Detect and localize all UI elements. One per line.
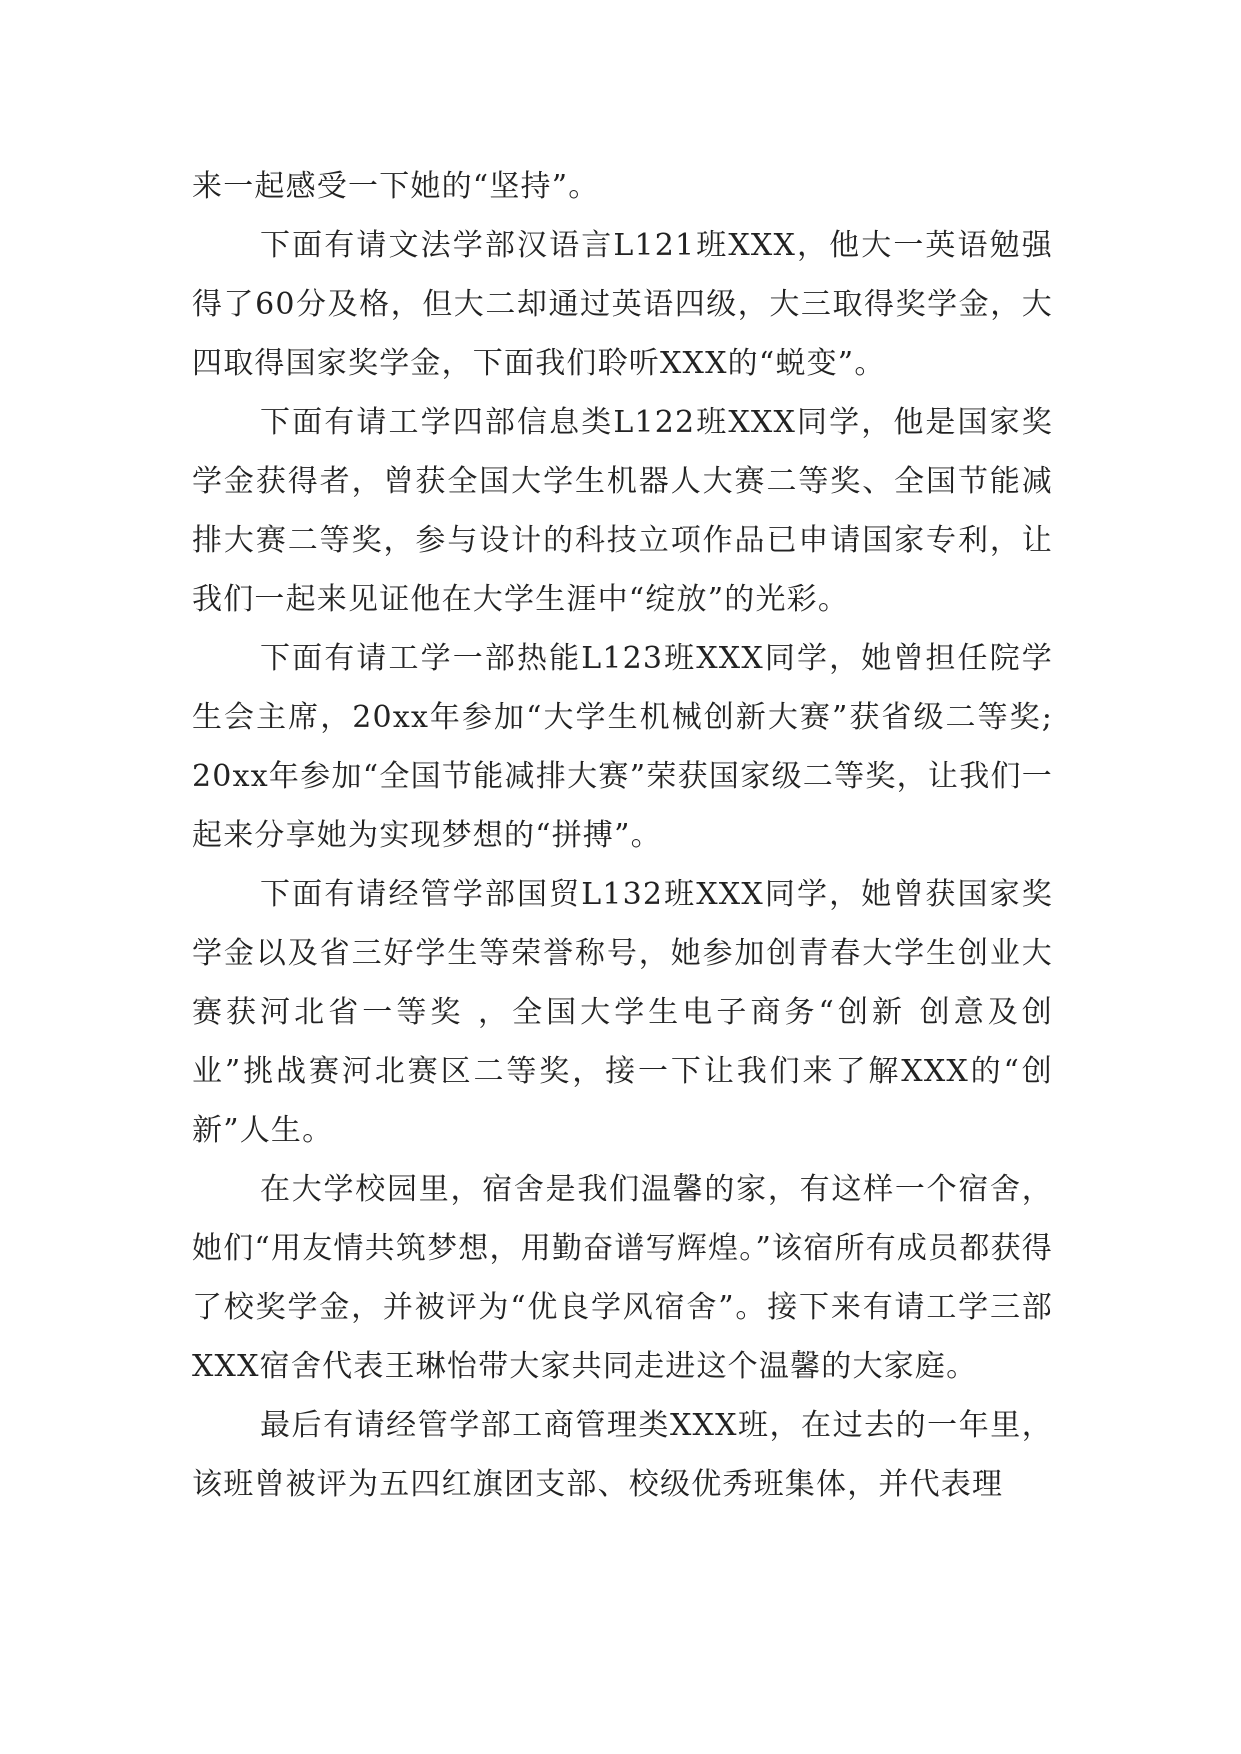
paragraph-chinese-language-student: 下面有请文法学部汉语言L121班XXX，他大一英语勉强得了60分及格，但大二却通过英语四级，大三取得奖学金，大四取得国家奖学金，下面我们聆听XXX的“蜕变”。 [192,228,1053,381]
paragraph-continued: 来一起感受一下她的“坚持”。 [192,169,600,204]
paragraph-business-class: 最后有请经管学部工商管理类XXX班，在过去的一年里，该班曾被评为五四红旗团支部、校级优秀班集体，并代表理 [192,1408,1053,1502]
paragraph-dormitory: 在大学校园里，宿舍是我们温馨的家，有这样一个宿舍，她们“用友情共筑梦想，用勤奋谱写辉煌。”该宿所有成员都获得了校奖学金，并被评为“优良学风宿舍”。接下来有请工学三部XXX宿舍代表王琳怡带大家共同走进这个温馨的大家庭。 [192,1172,1053,1384]
paragraph-trade-student: 下面有请经管学部国贸L132班XXX同学，她曾获国家奖学金以及省三好学生等荣誉称号，她参加创青春大学生创业大赛获河北省一等奖 ，全国大学生电子商务“创新 创意及创业”挑战赛河北赛区二等奖，接一下让我们来了解XXX的“创新”人生。 [192,877,1053,1148]
paragraph-thermal-energy-student: 下面有请工学一部热能L123班XXX同学，她曾担任院学生会主席，20xx年参加“大学生机械创新大赛”获省级二等奖; 20xx年参加“全国节能减排大赛”荣获国家级二等奖，让我们一起来分享她为实现梦想的“拼搏”。 [192,641,1053,853]
paragraph-information-student: 下面有请工学四部信息类L122班XXX同学，他是国家奖学金获得者，曾获全国大学生机器人大赛二等奖、全国节能减排大赛二等奖，参与设计的科技立项作品已申请国家专利，让我们一起来见证他在大学生涯中“绽放”的光彩。 [192,405,1053,617]
document-body [192,157,1053,1514]
